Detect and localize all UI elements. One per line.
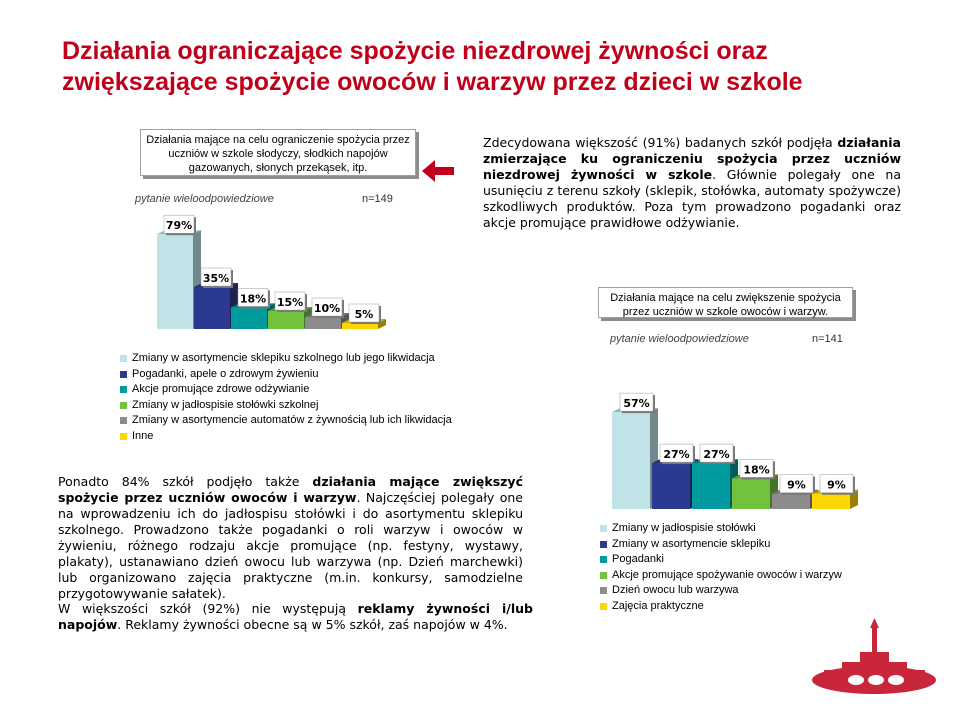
question-box-restrictions: Działania mające na celu ograniczenie spożycia przez uczniów w szkole słodyczy, słodkich napojów gazowanych, słonych przekąsek, itp.	[140, 129, 416, 176]
legend-swatch	[120, 433, 127, 440]
arrow-left-icon	[420, 158, 456, 184]
bar	[194, 287, 230, 329]
legend-label: Zmiany w jadłospisie stołówki szkolnej	[132, 398, 319, 411]
summary-paragraph-fruit-vegetables: Ponadto 84% szkół podjęło także działania mające zwiększyć spożycie przez uczniów owoców i warzyw. Najczęściej polegały one na wprowadzeniu ich do jadłospisu stołówki i do asortymentu sklepiku szkolnego. Prowadzono także pogadanki o roli warzyw i owoców w żywieniu, różnego rodzaju akcje promujące (np. festyny, wystawy, plakaty), ustanawiano dzień owocu lub warzywa (np. Dzień marchewki) lub organizowano zajęcia praktyczne (m.in. konkursy, samodzielne przygotowywanie sałatek).	[58, 474, 523, 601]
bar	[231, 307, 267, 329]
legend-item	[600, 537, 842, 553]
legend-swatch	[120, 386, 127, 393]
bar	[612, 412, 650, 509]
legend-label: Dzień owocu lub warzywa	[612, 584, 739, 596]
legend-item	[120, 351, 452, 367]
legend-restrictions	[120, 351, 452, 444]
legend-swatch	[120, 402, 127, 409]
data-label: 57%	[623, 397, 650, 411]
legend-fruit-vegetables	[600, 521, 842, 614]
question-box-fruit-vegetables: Działania mające na celu zwiększenie spożycia przez uczniów w szkole owoców i warzyw.	[598, 287, 853, 318]
data-label: 5%	[354, 308, 374, 321]
legend-item	[600, 552, 842, 568]
legend-label: Pogadanki, apele o zdrowym żywieniu	[132, 367, 319, 380]
legend-swatch	[120, 355, 127, 362]
bar	[268, 311, 304, 329]
bar	[157, 234, 193, 329]
bar	[812, 494, 850, 509]
bar	[305, 317, 341, 329]
legend-swatch	[600, 587, 607, 594]
sample-size: n=141	[812, 333, 843, 345]
legend-label: Zmiany w asortymencie sklepiku	[612, 537, 771, 550]
legend-label: Zmiany w asortymencie sklepiku szkolnego lub jego likwidacja	[132, 352, 435, 364]
legend-label: Akcje promujące zdrowe odżywianie	[132, 383, 310, 395]
legend-swatch	[600, 541, 607, 548]
multi-answer-note: pytanie wieloodpowiedziowe	[135, 193, 274, 205]
legend-label: Zmiany w asortymencie automatów z żywnością lub ich likwidacja	[132, 414, 452, 426]
data-label: 18%	[239, 292, 267, 306]
legend-item	[120, 413, 452, 429]
legend-item	[120, 382, 452, 398]
legend-swatch	[600, 525, 607, 532]
city-skyline-logo	[804, 618, 954, 716]
legend-swatch	[120, 417, 127, 424]
legend-item	[600, 521, 842, 537]
bar	[772, 494, 810, 509]
bar	[652, 463, 690, 509]
bar	[732, 478, 770, 509]
summary-paragraph-restrictions: Zdecydowana większość (91%) badanych szkół podjęła działania zmierzające ku ograniczeniu spożycia przez uczniów niezdrowej żywności w szkole. Głównie polegały one na usunięciu z terenu szkoły (sklepik, stołówka, automaty spożywcze) szkodliwych produktów. Poza tym prowadzono pogadanki oraz akcje promujące prawidłowe odżywianie.	[483, 135, 902, 230]
legend-swatch	[600, 572, 607, 579]
legend-swatch	[600, 603, 607, 610]
legend-swatch	[600, 556, 607, 563]
legend-label: Zmiany w jadłospisie stołówki	[612, 522, 756, 534]
data-label: 79%	[165, 219, 193, 233]
data-label: 15%	[276, 296, 304, 309]
legend-item	[600, 599, 842, 615]
legend-label: Akcje promujące spożywanie owoców i warzyw	[612, 568, 842, 581]
legend-item	[120, 429, 452, 445]
summary-paragraph-advertising: W większości szkół (92%) nie występują reklamy żywności i/lub napojów. Reklamy żywności obecne są w 5% szkół, zaś napojów w 4%.	[58, 601, 533, 632]
data-label: 10%	[313, 302, 341, 315]
legend-item	[600, 568, 842, 584]
data-label: 18%	[743, 463, 770, 477]
multi-answer-note: pytanie wieloodpowiedziowe	[610, 333, 749, 345]
page-title: Działania ograniczające spożycie niezdrowej żywności oraz zwiększające spożycie owoców i warzyw przez dzieci w szkole	[62, 37, 803, 96]
data-label: 9%	[827, 478, 846, 492]
legend-label: Zajęcia praktyczne	[612, 599, 704, 612]
data-label: 27%	[663, 448, 690, 462]
legend-item	[120, 398, 452, 414]
bar	[692, 463, 730, 509]
legend-label: Pogadanki	[612, 553, 664, 565]
sample-size: n=149	[362, 193, 393, 205]
legend-item	[600, 583, 842, 599]
legend-label: Inne	[132, 429, 154, 442]
legend-swatch	[120, 371, 127, 378]
data-label: 27%	[703, 448, 730, 462]
data-label: 9%	[787, 478, 806, 492]
legend-item	[120, 367, 452, 383]
data-label: 35%	[202, 272, 230, 285]
